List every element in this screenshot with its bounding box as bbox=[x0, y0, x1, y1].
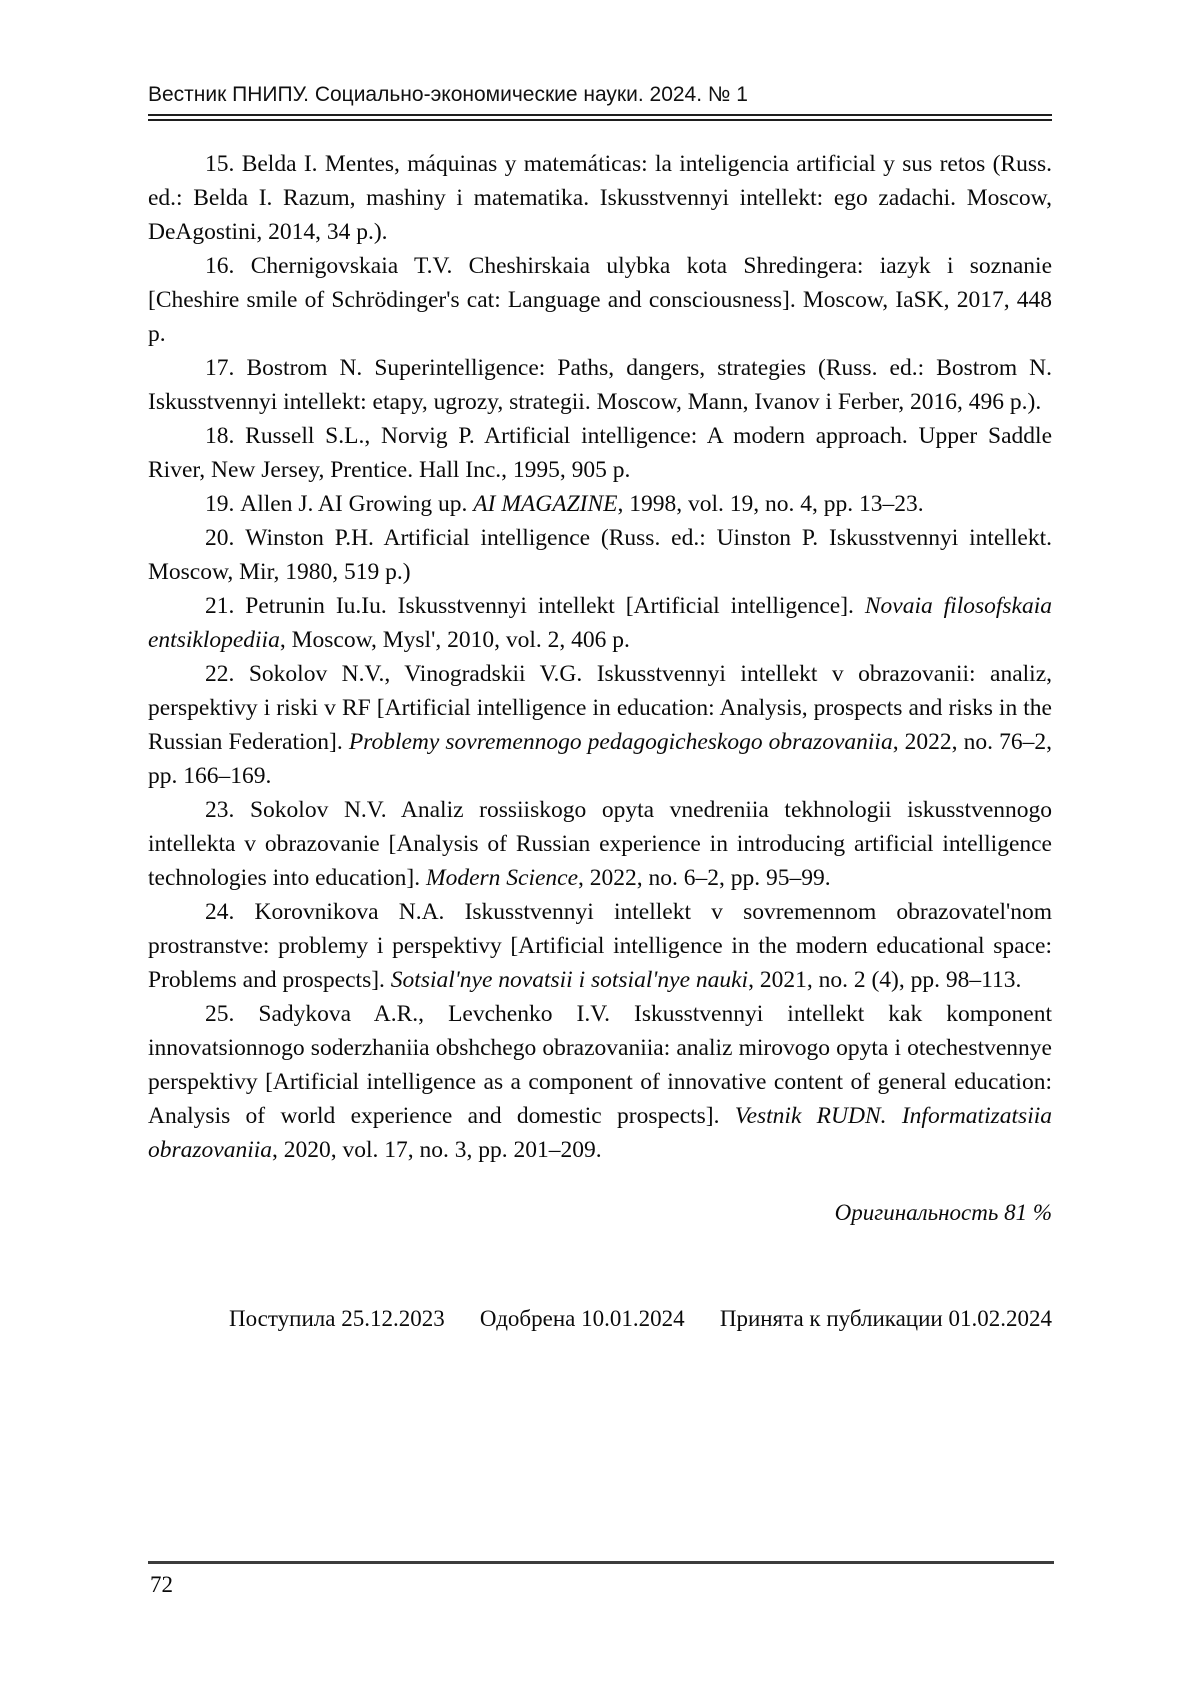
reference-number: 20. bbox=[205, 525, 246, 551]
journal-title: Vestnik RUDN. Informatizatsiia obrazovaniia bbox=[148, 1103, 1052, 1163]
page-header bbox=[148, 0, 1052, 121]
reference-text: Allen J. AI Growing up. bbox=[240, 491, 474, 517]
reference-item bbox=[148, 997, 1052, 1167]
reference-text: Chernigovskaia T.V. Cheshirskaia ulybka kota Shredingera: iazyk i soznanie [Cheshire smile of Schrödinger's cat: Language and consciousness]. Moscow, IaSK, 2017, 448 p. bbox=[148, 253, 1053, 347]
running-head: Вестник ПНИПУ. Социально-экономические науки. 2024. № 1 bbox=[148, 83, 748, 106]
reference-text: , 2022, no. 6–2, pp. 95–99. bbox=[578, 865, 831, 891]
reference-number: 15. bbox=[205, 151, 242, 177]
reference-text: Belda I. Mentes, máquinas y matemáticas: la inteligencia artificial y sus retos (Russ. ed.: Belda I. Razum, mashiny i matematika. Iskusstvennyi intellekt: ego zadachi. Moscow, DeAgostini, 2014, 34 p.). bbox=[148, 151, 1052, 245]
reference-text: , 2021, no. 2 (4), pp. 98–113. bbox=[748, 967, 1022, 993]
reference-text: , Moscow, Mysl', 2010, vol. 2, 406 p. bbox=[279, 627, 630, 653]
reference-text: Winston P.H. Artificial intelligence (Russ. ed.: Uinston P. Iskusstvennyi intellekt. Moscow, Mir, 1980, 519 p.) bbox=[148, 525, 1052, 585]
footer-rule bbox=[148, 1561, 1054, 1564]
journal-title: AI MAGAZINE bbox=[473, 491, 618, 517]
header-double-rule bbox=[148, 114, 1052, 121]
reference-text: Petrunin Iu.Iu. Iskusstvennyi intellekt [Artificial intelligence]. bbox=[245, 593, 865, 619]
reference-number: 25. bbox=[205, 1001, 259, 1027]
reference-number: 17. bbox=[205, 355, 247, 381]
reference-number: 18. bbox=[205, 423, 246, 449]
page-number: 72 bbox=[150, 1572, 173, 1597]
date-received: Поступила 25.12.2023 bbox=[229, 1306, 445, 1331]
reference-item bbox=[148, 657, 1052, 793]
reference-number: 16. bbox=[205, 253, 251, 279]
reference-text: Korovnikova N.A. Iskusstvennyi intellekt v sovremennom obrazovatel'nom prostranstve: problemy i perspektivy [Artificial intelligence in the modern educational space: Problems and prospects]. bbox=[148, 899, 1053, 993]
references-list bbox=[148, 147, 1052, 1167]
reference-number: 21. bbox=[205, 593, 246, 619]
journal-title: Sotsial'nye novatsii i sotsial'nye nauki bbox=[390, 967, 749, 993]
dates-row bbox=[148, 1303, 1052, 1334]
reference-item bbox=[148, 351, 1052, 419]
reference-item bbox=[148, 147, 1052, 249]
reference-number: 22. bbox=[205, 661, 249, 687]
reference-item bbox=[148, 589, 1052, 657]
reference-text: Sokolov N.V. Analiz rossiiskogo opyta vnedreniia tekhnologii iskusstvennogo intellekta v obrazovanie [Analysis of Russian experience in introducing artificial intelligence technologies into education]. bbox=[148, 797, 1053, 891]
journal-title: Novaia filosofskaia entsiklopediia bbox=[148, 593, 1053, 653]
reference-number: 23. bbox=[205, 797, 250, 823]
date-accepted: Принята к публикации 01.02.2024 bbox=[719, 1306, 1052, 1331]
reference-text: Sadykova A.R., Levchenko I.V. Iskusstvennyi intellekt kak komponent innovatsionnogo soderzhaniia obshchego obrazovaniia: analiz mirovogo opyta i otechestvennye perspektivy [Artificial intelligence as a component of innovative content of general education: Analysis of world experience and domestic prospects]. bbox=[148, 1001, 1052, 1129]
reference-item bbox=[148, 249, 1052, 351]
journal-title: Modern Science bbox=[426, 865, 579, 891]
reference-text: , 2020, vol. 17, no. 3, pp. 201–209. bbox=[272, 1137, 602, 1163]
reference-number: 19. bbox=[205, 491, 241, 517]
reference-number: 24. bbox=[205, 899, 255, 925]
journal-title: Problemy sovremennogo pedagogicheskogo obrazovaniia bbox=[348, 729, 893, 755]
reference-item bbox=[148, 895, 1052, 997]
reference-item bbox=[148, 521, 1052, 589]
reference-text: Russell S.L., Norvig P. Artificial intelligence: A modern approach. Upper Saddle River, New Jersey, Prentice. Hall Inc., 1995, 905 p. bbox=[148, 423, 1053, 483]
date-approved: Одобрена 10.01.2024 bbox=[479, 1306, 685, 1331]
reference-item bbox=[148, 419, 1052, 487]
reference-item bbox=[148, 793, 1052, 895]
reference-item bbox=[148, 487, 1052, 521]
reference-text: Sokolov N.V., Vinogradskii V.G. Iskusstvennyi intellekt v obrazovanii: analiz, perspektivy i riski v RF [Artificial intelligence in education: Analysis, prospects and risks in the Russian Federation]. bbox=[148, 661, 1052, 755]
reference-text: , 2022, no. 76–2, pp. 166–169. bbox=[148, 729, 1052, 789]
journal-page bbox=[148, 0, 1052, 1700]
reference-text: , 1998, vol. 19, no. 4, pp. 13–23. bbox=[617, 491, 924, 517]
originality-note: Оригинальность 81 % bbox=[834, 1200, 1052, 1225]
reference-text: Bostrom N. Superintelligence: Paths, dangers, strategies (Russ. ed.: Bostrom N. Iskusstvennyi intellekt: etapy, ugrozy, strategii. Moscow, Mann, Ivanov i Ferber, 2016, 496 p.). bbox=[148, 355, 1053, 415]
